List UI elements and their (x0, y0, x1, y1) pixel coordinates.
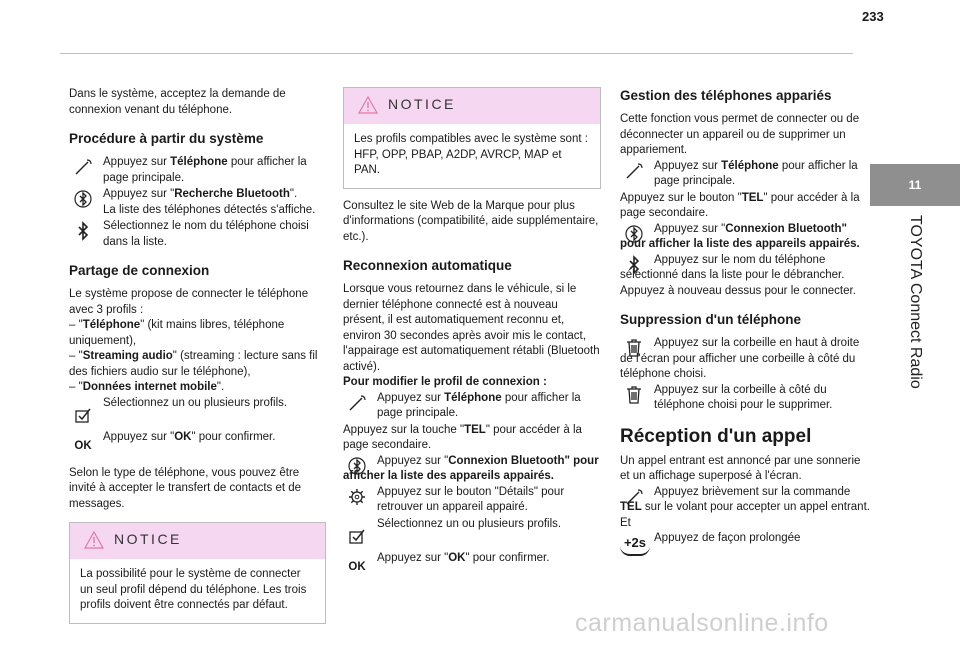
step-connexion-bluetooth: Appuyez sur "Connexion Bluetooth" pour afficher la liste des appareils appairés. (620, 222, 860, 250)
touch-icon (623, 486, 645, 508)
heading-reconnexion: Reconnexion automatique (343, 258, 512, 273)
long-press-icon: +2s (620, 534, 650, 556)
checkbox-icon (72, 404, 94, 426)
step-select-profiles: Sélectionnez un ou plusieurs profils. (69, 396, 326, 426)
notice-title: NOTICE (114, 531, 182, 547)
profile-data: – "Données internet mobile". (69, 381, 225, 393)
notice-box-1 (69, 522, 326, 624)
heading-procedure: Procédure à partir du système (69, 131, 264, 146)
website-text: Consultez le site Web de la Marque pour plus d'informations (compatibilité, aide supplémentaire, etc.). (343, 199, 599, 243)
reception-text: Un appel entrant est annoncé par une sonnerie et un affichage superposé à l'écran. (620, 454, 861, 482)
warning-icon (358, 96, 378, 114)
bluetooth-touch-icon (346, 455, 368, 477)
step-trash-phone: Appuyez sur la corbeille à côté du téléphone choisi pour le supprimer. (620, 383, 872, 414)
chapter-title: TOYOTA Connect Radio (907, 215, 924, 389)
et-text: Et (620, 516, 631, 529)
column-1 (69, 87, 326, 624)
touch-icon (346, 392, 368, 414)
heading-suppression: Suppression d'un téléphone (620, 312, 801, 327)
side-tab (870, 0, 960, 649)
step-select-phone: Sélectionnez le nom du téléphone choisi dans la liste. (69, 219, 326, 250)
step-select-profiles: Sélectionnez un ou plusieurs profils. (343, 517, 601, 547)
trash-icon (623, 337, 645, 359)
ok-icon: OK (74, 439, 92, 452)
heading-partage: Partage de connexion (69, 263, 210, 278)
checkbox-icon (346, 525, 368, 547)
bluetooth-icon (623, 254, 645, 276)
step-details: Appuyez sur le bouton "Détails" pour retrouver un appareil appairé. (343, 485, 601, 516)
page-number: 233 (862, 9, 884, 24)
step-recherche-bluetooth: Appuyez sur "Recherche Bluetooth". La liste des téléphones détectés s'affiche. (69, 187, 326, 218)
touch-icon (623, 160, 645, 182)
profile-telephone: – "Téléphone" (kit mains libres, téléphone uniquement), (69, 319, 285, 347)
touch-icon (72, 156, 94, 178)
heading-reception: Réception d'un appel (620, 425, 812, 447)
intro-text: Dans le système, acceptez la demande de connexion venant du téléphone. (69, 88, 286, 116)
reconnect-text: Appuyez à nouveau dessus pour le connecter. (620, 284, 856, 297)
step-ok: OK Appuyez sur "OK" pour confirmer. (343, 551, 601, 581)
partage-text: Le système propose de connecter le téléphone avec 3 profils : (69, 288, 309, 316)
step-trash-top: Appuyez sur la corbeille en haut à droite de l'écran pour afficher une corbeille à côté du téléphone choisi. (620, 337, 860, 380)
notice-box-2 (343, 87, 601, 189)
profile-streaming: – "Streaming audio" (streaming : lecture sans fil des fichiers audio sur le téléphone), (69, 350, 318, 378)
transfer-text: Selon le type de téléphone, vous pouvez être invité à accepter le transfert de contacts et de messages. (69, 466, 302, 510)
reconnexion-text: Lorsque vous retournez dans le véhicule, si le dernier téléphone connecté est à nouveau présent, il est automatiquement reconnu et, environ 30 secondes après avoir mis le contact, l'appairage est automatiquement rétabli (Bluetooth activé). (343, 283, 600, 373)
ok-icon: OK (348, 560, 366, 573)
notice-text: Les profils compatibles avec le système sont : HFP, OPP, PBAP, A2DP, AVRCP, MAP et PAN. (354, 133, 588, 176)
notice-title: NOTICE (388, 96, 456, 112)
gestion-text: Cette fonction vous permet de connecter ou de déconnecter un appareil ou de supprimer un appariement. (620, 113, 860, 156)
bluetooth-icon (72, 220, 94, 242)
step-telephone: Appuyez sur Téléphone pour afficher la page principale. (343, 391, 601, 422)
chapter-number: 11 (870, 164, 960, 206)
warning-icon (84, 531, 104, 549)
bluetooth-touch-icon (72, 188, 94, 210)
tel-text: Appuyez sur le bouton "TEL" pour accéder à la page secondaire. (620, 191, 860, 219)
step-telephone: Appuyez sur Téléphone pour afficher la page principale. (620, 159, 872, 190)
step-tel-short: Appuyez brièvement sur la commande TEL sur le volant pour accepter un appel entrant. (620, 485, 870, 513)
tel-text: Appuyez sur la touche "TEL" pour accéder à la page secondaire. (343, 423, 582, 451)
column-3 (620, 87, 872, 548)
step-connexion-bluetooth: Appuyez sur "Connexion Bluetooth" pour afficher la liste des appareils appairés. (343, 454, 599, 482)
step-long-press: +2s Appuyez de façon prolongée (620, 531, 872, 547)
step-telephone: Appuyez sur Téléphone pour afficher la page principale. (69, 155, 326, 186)
header-rule (60, 53, 853, 54)
trash-icon (623, 384, 645, 406)
notice-text: La possibilité pour le système de connecter un seul profil dépend du téléphone. Les trois profils doivent être connectés par défaut. (80, 568, 307, 611)
modifier-heading: Pour modifier le profil de connexion : (343, 376, 547, 388)
heading-gestion: Gestion des téléphones appariés (620, 88, 832, 103)
step-select-name: Appuyez sur le nom du téléphone sélectionné dans la liste pour le débrancher. (620, 253, 845, 281)
gear-touch-icon (346, 486, 368, 508)
bluetooth-touch-icon (623, 223, 645, 245)
step-ok: OK Appuyez sur "OK" pour confirmer. (69, 430, 326, 460)
column-2 (343, 87, 601, 582)
watermark: carmanualsonline.info (575, 609, 829, 637)
